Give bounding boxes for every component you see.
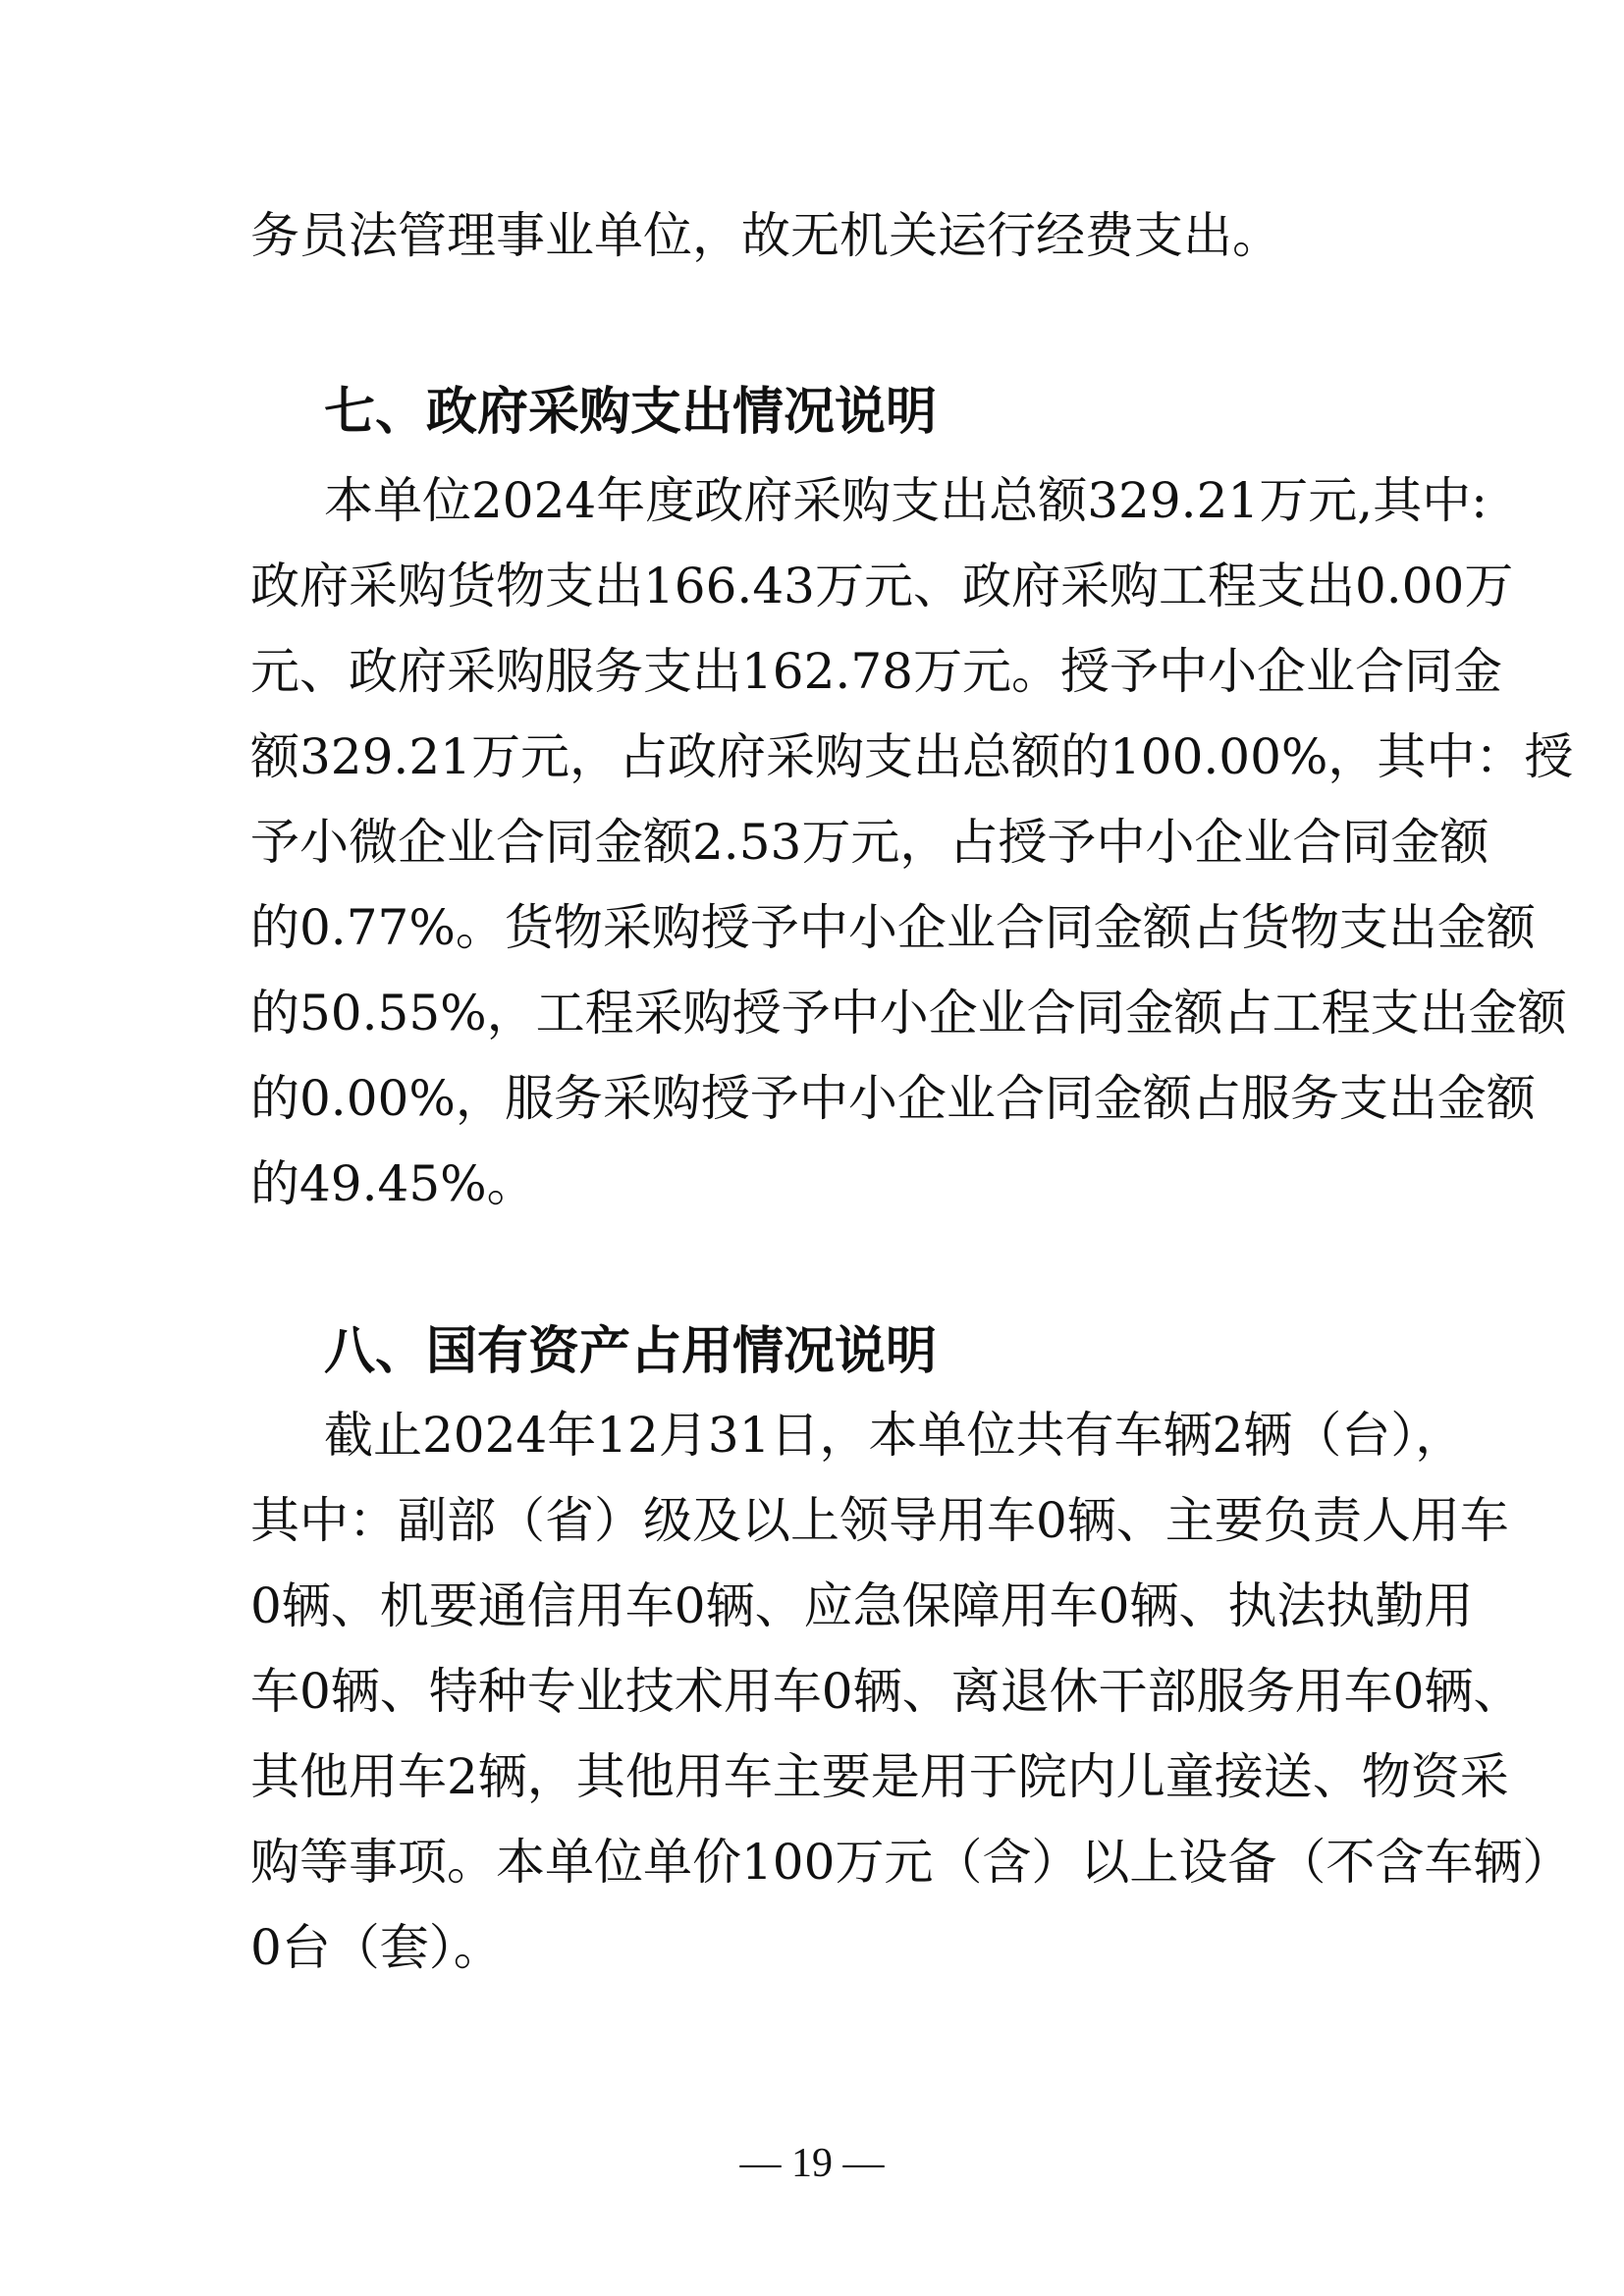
paragraph-line: 截止2024年12月31日，本单位共有车辆2辆（台）， xyxy=(324,1407,1465,1464)
paragraph-line: 额329.21万元，占政府采购支出总额的100.00%，其中：授 xyxy=(250,728,1574,785)
section-7-paragraph xyxy=(250,458,1574,1227)
paragraph-line: 的0.77%。货物采购授予中小企业合同金额占货物支出金额 xyxy=(250,899,1536,956)
paragraph-line: 0辆、机要通信用车0辆、应急保障用车0辆、执法执勤用 xyxy=(250,1577,1474,1634)
section-8-heading: 八、国有资产占用情况说明 xyxy=(324,1322,938,1381)
paragraph-line: 0台（套）。 xyxy=(250,1919,503,1976)
intro-paragraph xyxy=(250,193,1384,279)
section-8-paragraph xyxy=(250,1393,1572,1991)
paragraph-line: 其他用车2辆，其他用车主要是用于院内儿童接送、物资采 xyxy=(250,1748,1509,1805)
paragraph-line: 车0辆、特种专业技术用车0辆、离退休干部服务用车0辆、 xyxy=(250,1663,1523,1720)
paragraph-line: 的49.45%。 xyxy=(250,1155,536,1212)
paragraph-line: 的50.55%，工程采购授予中小企业合同金额占工程支出金额 xyxy=(250,985,1567,1041)
section-7-heading: 七、政府采购支出情况说明 xyxy=(324,383,938,442)
paragraph-line: 元、政府采购服务支出162.78万元。授予中小企业合同金 xyxy=(250,643,1502,700)
paragraph-line: 予小微企业合同金额2.53万元，占授予中小企业合同金额 xyxy=(250,814,1489,871)
paragraph-line: 政府采购货物支出166.43万元、政府采购工程支出0.00万 xyxy=(250,558,1514,614)
page-number: — 19 — xyxy=(739,2141,885,2186)
paragraph-line: 的0.00%，服务采购授予中小企业合同金额占服务支出金额 xyxy=(250,1070,1536,1127)
paragraph-line: 务员法管理事业单位，故无机关运行经费支出。 xyxy=(250,207,1281,264)
paragraph-line: 其中：副部（省）级及以上领导用车0辆、主要负责人用车 xyxy=(250,1492,1509,1549)
paragraph-line: 本单位2024年度政府采购支出总额329.21万元,其中: xyxy=(324,472,1488,529)
paragraph-line: 购等事项。本单位单价100万元（含）以上设备（不含车辆） xyxy=(250,1834,1572,1891)
